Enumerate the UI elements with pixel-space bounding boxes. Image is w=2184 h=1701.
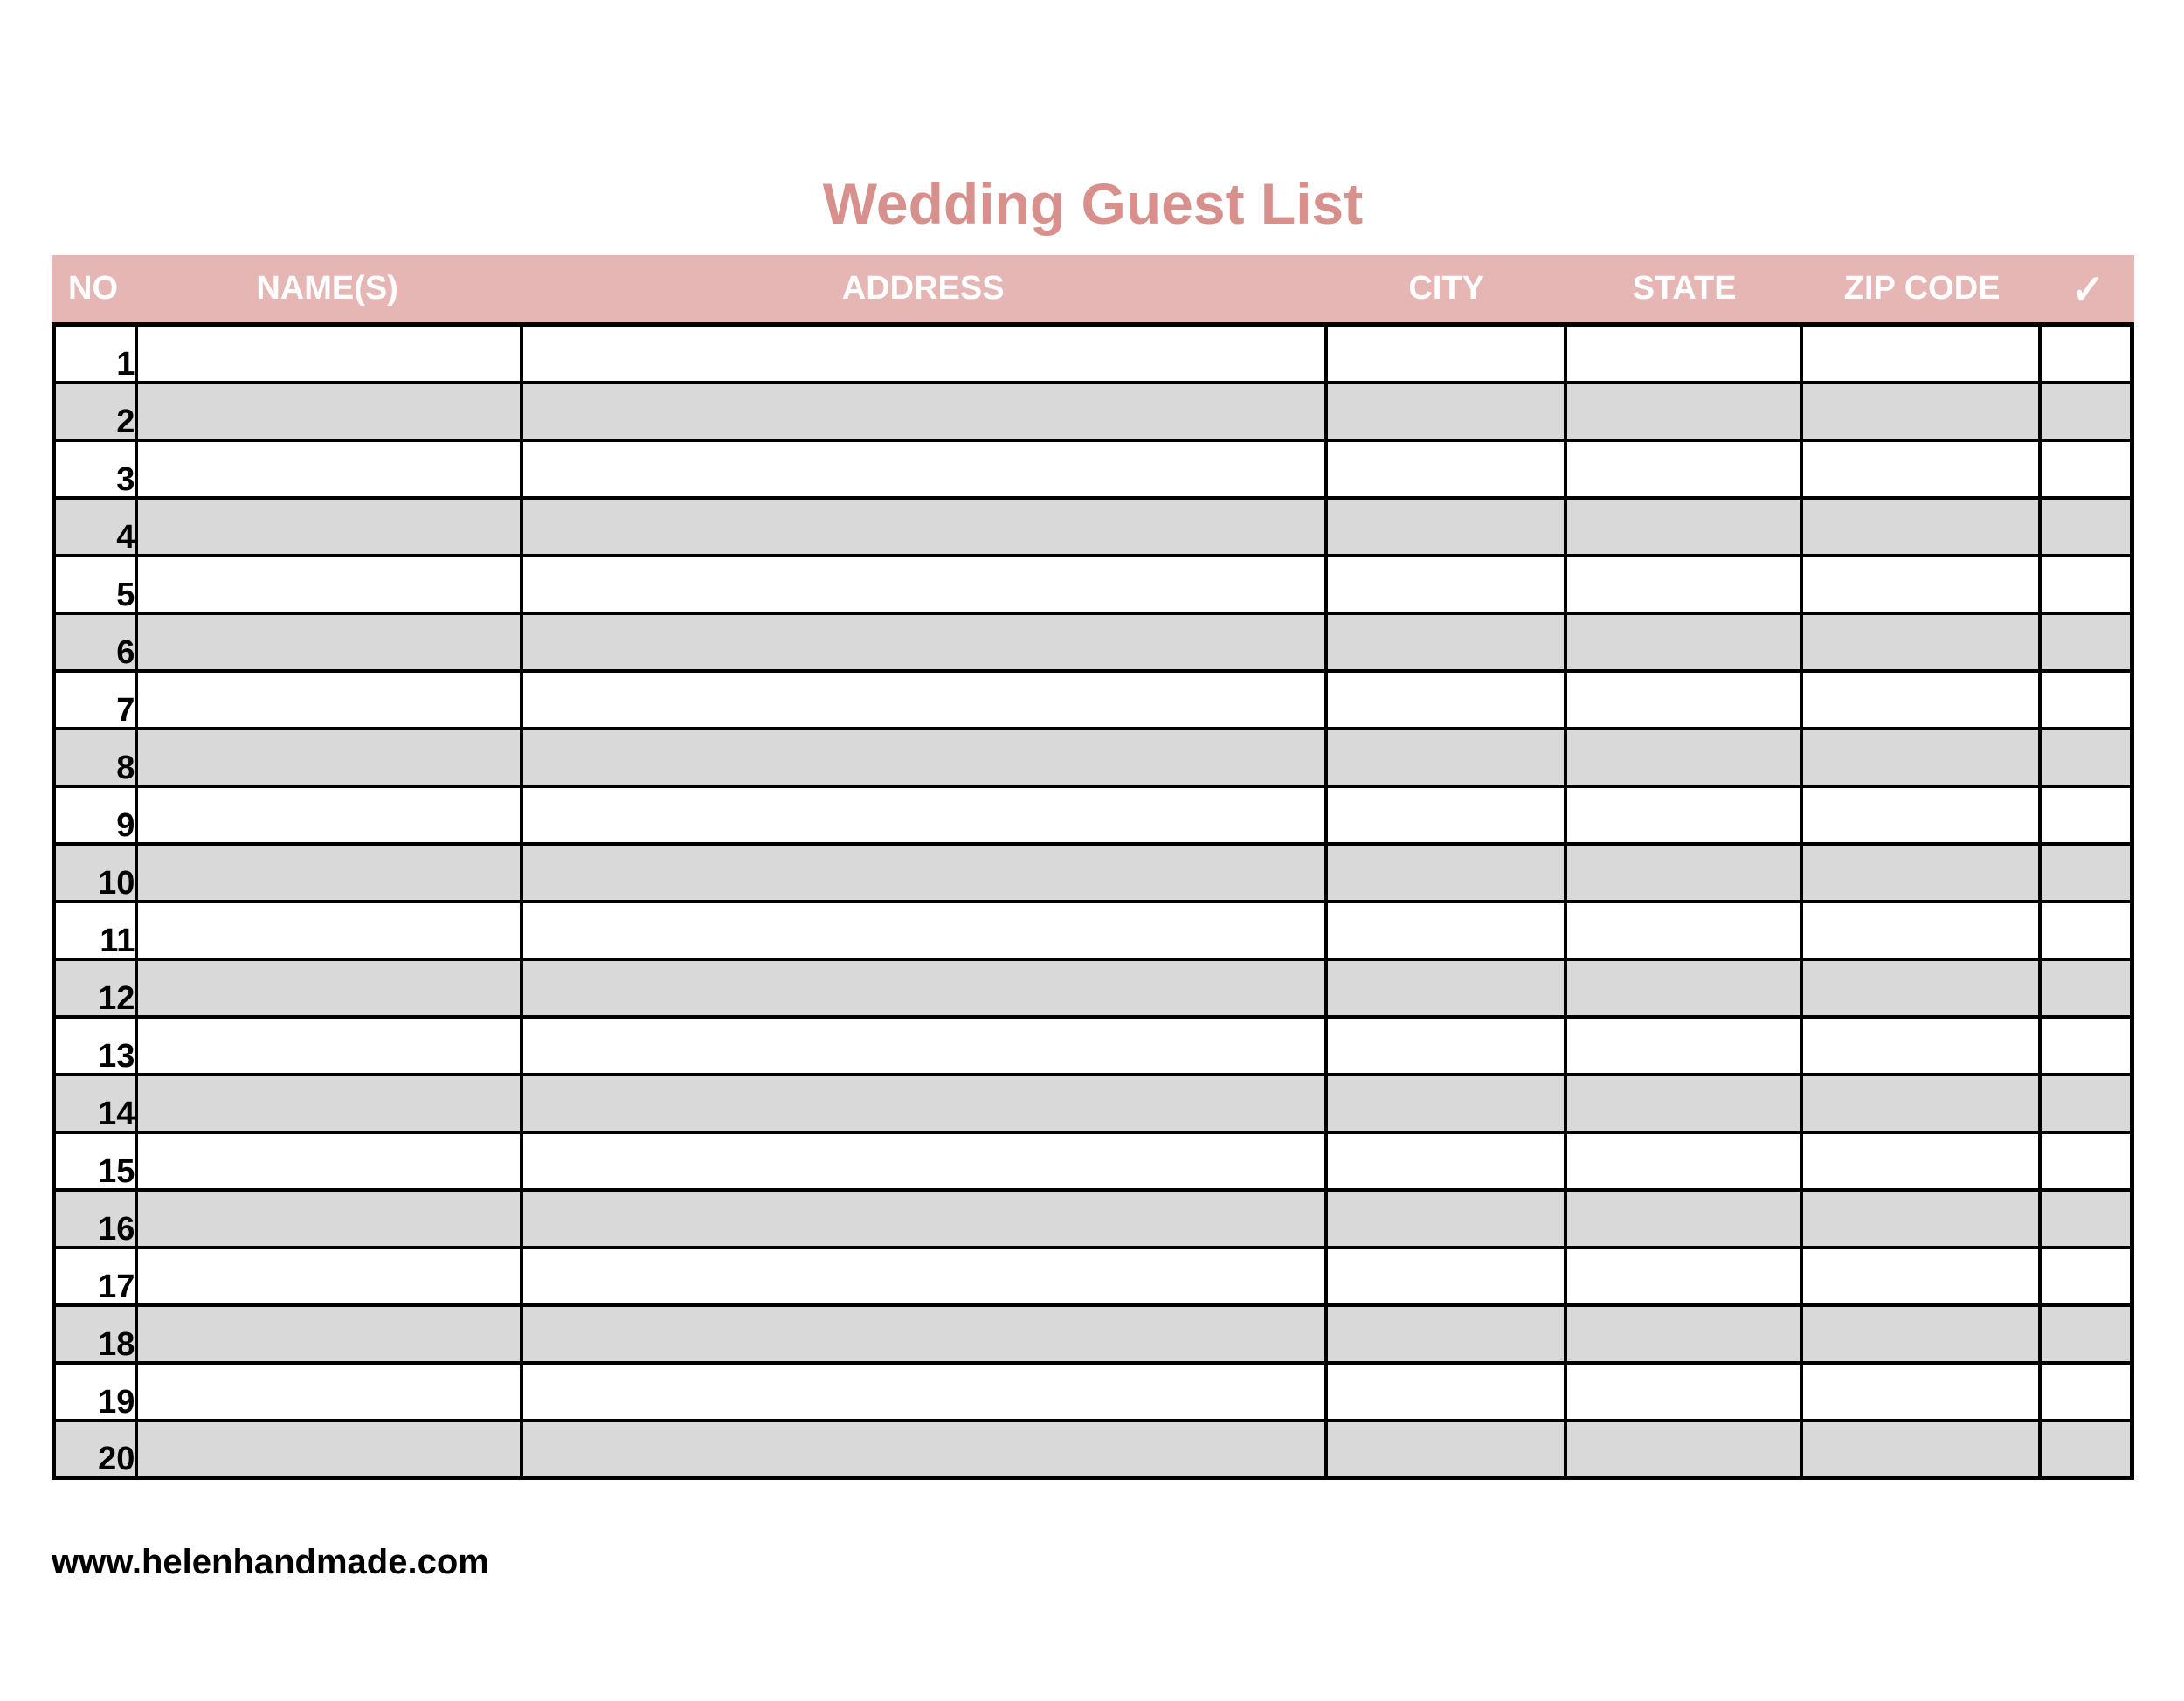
row-number: 16 [54, 1190, 137, 1248]
cell-address [522, 671, 1326, 729]
table-row [54, 959, 2132, 1017]
cell-address [522, 786, 1326, 844]
cell-state [1565, 1421, 1801, 1478]
table-row [54, 1421, 2132, 1478]
cell-city [1326, 786, 1565, 844]
cell-names [136, 1421, 521, 1478]
table-row [54, 1363, 2132, 1421]
table-row [54, 844, 2132, 902]
cell-names [136, 671, 521, 729]
cell-state [1565, 1190, 1801, 1248]
row-number: 2 [54, 383, 137, 440]
row-number: 20 [54, 1421, 137, 1478]
cell-names [136, 383, 521, 440]
cell-city [1326, 556, 1565, 613]
cell-address [522, 383, 1326, 440]
cell-zip-code [1801, 1305, 2040, 1363]
cell-city [1326, 902, 1565, 959]
table-row [54, 1075, 2132, 1132]
cell-city [1326, 498, 1565, 556]
cell-check [2040, 786, 2132, 844]
cell-address [522, 1017, 1326, 1075]
cell-city [1326, 1017, 1565, 1075]
checkmark-icon: ✓ [2070, 266, 2105, 312]
cell-zip-code [1801, 325, 2040, 383]
cell-check [2040, 959, 2132, 1017]
cell-names [136, 1190, 521, 1248]
cell-names [136, 786, 521, 844]
cell-address [522, 498, 1326, 556]
cell-names [136, 844, 521, 902]
cell-city [1326, 959, 1565, 1017]
cell-zip-code [1801, 671, 2040, 729]
cell-state [1565, 1132, 1801, 1190]
table-row [54, 1248, 2132, 1305]
cell-names [136, 959, 521, 1017]
cell-address [522, 1248, 1326, 1305]
column-header-address: ADDRESS [841, 270, 1005, 307]
cell-city [1326, 1421, 1565, 1478]
cell-address [522, 1305, 1326, 1363]
cell-state [1565, 1305, 1801, 1363]
cell-check [2040, 671, 2132, 729]
cell-address [522, 440, 1326, 498]
cell-city [1326, 729, 1565, 786]
cell-zip-code [1801, 959, 2040, 1017]
cell-address [522, 1075, 1326, 1132]
cell-zip-code [1801, 902, 2040, 959]
cell-zip-code [1801, 1132, 2040, 1190]
cell-check [2040, 1363, 2132, 1421]
column-header-city: CITY [1408, 270, 1484, 307]
cell-address [522, 1190, 1326, 1248]
cell-names [136, 1017, 521, 1075]
cell-address [522, 556, 1326, 613]
column-header-names: NAME(S) [256, 270, 398, 307]
cell-zip-code [1801, 729, 2040, 786]
cell-names [136, 1305, 521, 1363]
cell-city [1326, 844, 1565, 902]
cell-names [136, 325, 521, 383]
cell-names [136, 1363, 521, 1421]
cell-check [2040, 1305, 2132, 1363]
cell-state [1565, 844, 1801, 902]
row-number: 4 [54, 498, 137, 556]
row-number: 14 [54, 1075, 137, 1132]
row-number: 3 [54, 440, 137, 498]
table-row [54, 383, 2132, 440]
cell-state [1565, 959, 1801, 1017]
row-number: 11 [54, 902, 137, 959]
row-number: 17 [54, 1248, 137, 1305]
cell-check [2040, 556, 2132, 613]
cell-check [2040, 613, 2132, 671]
row-number: 7 [54, 671, 137, 729]
cell-zip-code [1801, 1363, 2040, 1421]
cell-check [2040, 498, 2132, 556]
cell-zip-code [1801, 556, 2040, 613]
guest-table-body [54, 325, 2132, 1478]
table-row [54, 1305, 2132, 1363]
cell-check [2040, 1075, 2132, 1132]
table-row [54, 556, 2132, 613]
cell-check [2040, 1248, 2132, 1305]
cell-zip-code [1801, 786, 2040, 844]
cell-state [1565, 613, 1801, 671]
cell-state [1565, 440, 1801, 498]
cell-state [1565, 729, 1801, 786]
row-number: 13 [54, 1017, 137, 1075]
row-number: 15 [54, 1132, 137, 1190]
cell-state [1565, 325, 1801, 383]
cell-zip-code [1801, 1421, 2040, 1478]
cell-zip-code [1801, 498, 2040, 556]
cell-names [136, 902, 521, 959]
cell-check [2040, 844, 2132, 902]
row-number: 1 [54, 325, 137, 383]
table-row [54, 325, 2132, 383]
cell-city [1326, 1248, 1565, 1305]
table-row [54, 440, 2132, 498]
column-header-state: STATE [1632, 270, 1737, 307]
cell-address [522, 844, 1326, 902]
cell-state [1565, 383, 1801, 440]
cell-names [136, 1132, 521, 1190]
cell-check [2040, 383, 2132, 440]
cell-city [1326, 325, 1565, 383]
row-number: 6 [54, 613, 137, 671]
cell-names [136, 613, 521, 671]
cell-zip-code [1801, 440, 2040, 498]
cell-names [136, 556, 521, 613]
cell-city [1326, 1075, 1565, 1132]
cell-check [2040, 440, 2132, 498]
cell-names [136, 1248, 521, 1305]
cell-zip-code [1801, 1017, 2040, 1075]
cell-city [1326, 1363, 1565, 1421]
cell-address [522, 1132, 1326, 1190]
table-row [54, 786, 2132, 844]
row-number: 9 [54, 786, 137, 844]
table-row [54, 1190, 2132, 1248]
cell-zip-code [1801, 844, 2040, 902]
cell-state [1565, 556, 1801, 613]
page-title: Wedding Guest List [822, 171, 1364, 236]
row-number: 5 [54, 556, 137, 613]
cell-city [1326, 383, 1565, 440]
table-row [54, 729, 2132, 786]
table-row [54, 613, 2132, 671]
row-number: 12 [54, 959, 137, 1017]
cell-state [1565, 1017, 1801, 1075]
table-row [54, 1132, 2132, 1190]
website-url: www.helenhandmade.com [52, 1543, 489, 1581]
table-row [54, 1017, 2132, 1075]
cell-check [2040, 325, 2132, 383]
cell-names [136, 440, 521, 498]
cell-city [1326, 1190, 1565, 1248]
cell-address [522, 325, 1326, 383]
cell-state [1565, 498, 1801, 556]
table-row [54, 902, 2132, 959]
cell-state [1565, 902, 1801, 959]
cell-zip-code [1801, 1075, 2040, 1132]
cell-city [1326, 1305, 1565, 1363]
cell-state [1565, 1248, 1801, 1305]
guest-table [52, 322, 2134, 1480]
table-header-row [52, 255, 2134, 322]
column-header-no: NO [68, 270, 119, 307]
cell-state [1565, 1075, 1801, 1132]
cell-names [136, 1075, 521, 1132]
table-row [54, 498, 2132, 556]
cell-state [1565, 786, 1801, 844]
cell-address [522, 902, 1326, 959]
cell-zip-code [1801, 1190, 2040, 1248]
cell-names [136, 498, 521, 556]
row-number: 18 [54, 1305, 137, 1363]
cell-address [522, 1363, 1326, 1421]
cell-address [522, 729, 1326, 786]
cell-city [1326, 613, 1565, 671]
cell-city [1326, 1132, 1565, 1190]
cell-zip-code [1801, 1248, 2040, 1305]
cell-state [1565, 671, 1801, 729]
cell-city [1326, 440, 1565, 498]
cell-check [2040, 729, 2132, 786]
cell-check [2040, 902, 2132, 959]
cell-names [136, 729, 521, 786]
cell-check [2040, 1421, 2132, 1478]
cell-address [522, 959, 1326, 1017]
column-header-zip-code: ZIP CODE [1843, 270, 2001, 307]
row-number: 10 [54, 844, 137, 902]
cell-check [2040, 1132, 2132, 1190]
row-number: 19 [54, 1363, 137, 1421]
table-row [54, 671, 2132, 729]
cell-zip-code [1801, 613, 2040, 671]
row-number: 8 [54, 729, 137, 786]
cell-zip-code [1801, 383, 2040, 440]
cell-city [1326, 671, 1565, 729]
cell-check [2040, 1017, 2132, 1075]
cell-state [1565, 1363, 1801, 1421]
cell-address [522, 1421, 1326, 1478]
cell-check [2040, 1190, 2132, 1248]
cell-address [522, 613, 1326, 671]
